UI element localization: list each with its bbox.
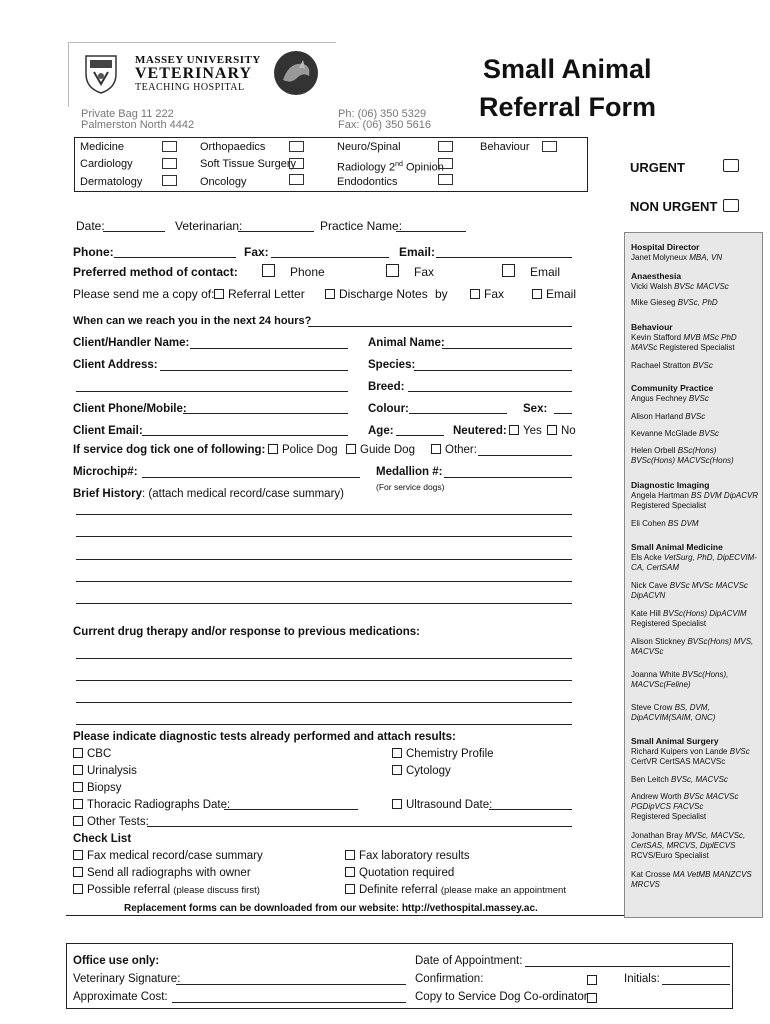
- orthopaedics-checkbox[interactable]: [289, 141, 304, 152]
- chemistry-checkbox[interactable]: [392, 748, 402, 758]
- client-address-field[interactable]: [160, 370, 348, 371]
- other-tests-option[interactable]: Other Tests:: [73, 816, 149, 829]
- breed-field[interactable]: [408, 391, 572, 392]
- medallion-field[interactable]: [444, 477, 572, 478]
- quotation-checkbox[interactable]: [345, 867, 355, 877]
- client-phone-field[interactable]: [183, 413, 348, 414]
- colour-field[interactable]: [409, 413, 507, 414]
- for-service-note: (For service dogs): [376, 482, 445, 492]
- non-urgent-label: NON URGENT: [630, 199, 718, 214]
- ultrasound-date-field[interactable]: [489, 809, 572, 810]
- history-line-5[interactable]: [76, 603, 572, 604]
- staff-entry: Mike Gieseg BVSc, PhD: [631, 298, 718, 307]
- practice-field[interactable]: [396, 231, 466, 232]
- behaviour-checkbox[interactable]: [542, 141, 557, 152]
- police-dog-option[interactable]: Police Dog: [268, 444, 338, 457]
- staff-entry: Richard Kuipers von Lande BVSc CertVR CertSAS MACVSc: [631, 747, 750, 766]
- cbc-option[interactable]: CBC: [73, 748, 111, 761]
- discharge-notes-option[interactable]: Discharge Notes: [325, 288, 428, 301]
- pref-email-checkbox[interactable]: [502, 264, 515, 277]
- send-radiographs-option[interactable]: Send all radiographs with owner: [73, 867, 251, 880]
- sex-field[interactable]: [554, 413, 572, 414]
- ultrasound-checkbox[interactable]: [392, 799, 402, 809]
- possible-referral-checkbox[interactable]: [73, 884, 83, 894]
- reach-label: When can we reach you in the next 24 hours?: [73, 315, 312, 327]
- header-fax: Fax: (06) 350 5616: [338, 119, 431, 131]
- other-tests-checkbox[interactable]: [73, 816, 83, 826]
- dermatology-checkbox[interactable]: [162, 175, 177, 186]
- staff-sidebar: [624, 232, 763, 918]
- guide-dog-checkbox[interactable]: [346, 444, 356, 454]
- chemistry-option[interactable]: Chemistry Profile: [392, 748, 494, 761]
- animal-name-field[interactable]: [442, 348, 572, 349]
- approx-cost-label: Approximate Cost:: [73, 991, 168, 1003]
- staff-entry: Alison Harland BVSc: [631, 412, 706, 421]
- header-border-top: [68, 42, 336, 43]
- fax-field[interactable]: [271, 257, 389, 258]
- quotation-option[interactable]: Quotation required: [345, 867, 454, 880]
- address-line1: Private Bag 11 222: [81, 108, 174, 120]
- org-line2: VETERINARY: [135, 65, 253, 82]
- vet-signature-field[interactable]: [176, 984, 406, 985]
- confirmation-label: Confirmation:: [415, 973, 484, 985]
- definite-referral-option[interactable]: Definite referral (please make an appointment: [345, 884, 566, 897]
- urgent-checkbox[interactable]: [723, 159, 739, 172]
- breed-label: Breed:: [368, 381, 405, 393]
- brief-history-label: Brief History: (attach medical record/case summary): [73, 488, 344, 500]
- referral-letter-option[interactable]: Referral Letter: [214, 288, 305, 301]
- staff-entry: Alison Stickney BVSc(Hons) MVS, MACVSc: [631, 637, 754, 656]
- copy-service-dog-checkbox[interactable]: [587, 993, 597, 1003]
- phone-field[interactable]: [114, 257, 236, 258]
- neutered-yes-option[interactable]: Yes: [509, 425, 542, 438]
- by-fax-option[interactable]: Fax: [470, 288, 504, 301]
- age-field[interactable]: [396, 435, 444, 436]
- pref-phone-checkbox[interactable]: [262, 264, 275, 277]
- fax-label: Fax:: [244, 245, 269, 259]
- ultrasound-option[interactable]: Ultrasound Date:: [392, 799, 492, 812]
- age-label: Age:: [368, 425, 394, 437]
- possible-referral-option[interactable]: Possible referral (please discuss first): [73, 884, 260, 897]
- diagnostics-label: Please indicate diagnostic tests already performed and attach results:: [73, 731, 456, 743]
- staff-entry: Nick Cave BVSc MVSc MACVSc DipACVN: [631, 581, 748, 600]
- neutered-label: Neutered:: [453, 425, 507, 437]
- by-fax-checkbox[interactable]: [470, 289, 480, 299]
- staff-heading-community: Community Practice: [631, 383, 714, 393]
- animal-logo: [273, 50, 319, 96]
- staff-entry: Ben Leitch BVSc, MACVSc: [631, 775, 728, 784]
- neutered-no-option[interactable]: No: [547, 425, 576, 438]
- staff-entry: Angus Fechney BVSc: [631, 394, 709, 403]
- service-dog-label: If service dog tick one of following:: [73, 444, 266, 456]
- discharge-notes-checkbox[interactable]: [325, 289, 335, 299]
- staff-entry: Helen Orbell BSc(Hons) BVSc(Hons) MACVSc(Hons): [631, 446, 734, 465]
- address-line2: Palmerston North 4442: [81, 119, 195, 131]
- service-endodontics: Endodontics: [337, 176, 398, 188]
- approx-cost-field[interactable]: [172, 1002, 406, 1003]
- client-address-label: Client Address:: [73, 359, 158, 371]
- cardiology-checkbox[interactable]: [162, 158, 177, 169]
- definite-referral-checkbox[interactable]: [345, 884, 355, 894]
- urgent-label: URGENT: [630, 160, 685, 175]
- medicine-checkbox[interactable]: [162, 141, 177, 152]
- service-neuro: Neuro/Spinal: [337, 141, 401, 153]
- urinalysis-checkbox[interactable]: [73, 765, 83, 775]
- other-dog-field[interactable]: [478, 455, 572, 456]
- staff-entry: Eli Cohen BS DVM: [631, 519, 699, 528]
- confirmation-checkbox[interactable]: [587, 975, 597, 985]
- pref-email-label: Email: [530, 265, 561, 279]
- replacement-note: Replacement forms can be downloaded from our website: http://vethospital.massey.ac.: [124, 903, 538, 914]
- drug-line-2[interactable]: [76, 680, 572, 681]
- initials-label: Initials:: [624, 973, 660, 985]
- soft-tissue-checkbox[interactable]: [289, 158, 304, 169]
- thoracic-option[interactable]: Thoracic Radiographs Date:: [73, 799, 230, 812]
- staff-entry: Rachael Stratton BVSc: [631, 361, 713, 370]
- by-label: by: [435, 287, 448, 301]
- cytology-checkbox[interactable]: [392, 765, 402, 775]
- service-soft-tissue: Soft Tissue Surgery: [200, 158, 296, 170]
- staff-entry: Vicki Walsh BVSc MACVSc: [631, 282, 729, 291]
- staff-heading-imaging: Diagnostic Imaging: [631, 480, 710, 490]
- veterinarian-field[interactable]: [238, 231, 314, 232]
- microchip-field[interactable]: [142, 477, 360, 478]
- form-title-line1: Small Animal: [483, 54, 652, 84]
- by-email-checkbox[interactable]: [532, 289, 542, 299]
- client-address-field-2[interactable]: [76, 391, 348, 392]
- staff-entry: Kat Crosse MA VetMB MANZCVS MRCVS: [631, 870, 752, 889]
- fax-lab-checkbox[interactable]: [345, 850, 355, 860]
- history-line-4[interactable]: [76, 581, 572, 582]
- police-dog-checkbox[interactable]: [268, 444, 278, 454]
- preferred-label: Preferred method of contact:: [73, 265, 238, 279]
- pref-fax-checkbox[interactable]: [386, 264, 399, 277]
- cytology-option[interactable]: Cytology: [392, 765, 451, 778]
- footer-rule: [66, 915, 624, 916]
- neuro-checkbox[interactable]: [438, 141, 453, 152]
- initials-field[interactable]: [662, 984, 730, 985]
- service-medicine: Medicine: [80, 141, 125, 153]
- veterinarian-label: Veterinarian:: [175, 219, 243, 233]
- fax-record-checkbox[interactable]: [73, 850, 83, 860]
- reach-field[interactable]: [308, 326, 572, 327]
- staff-entry: Kevanne McGlade BVSc: [631, 429, 720, 438]
- header-phone: Ph: (06) 350 5329: [338, 108, 427, 120]
- other-tests-field[interactable]: [147, 826, 572, 827]
- staff-entry: Joanna White BVSc(Hons), MACVSc(Feline): [631, 670, 729, 689]
- email-label: Email:: [399, 245, 436, 259]
- client-phone-label: Client Phone/Mobile:: [73, 403, 187, 415]
- drug-therapy-label: Current drug therapy and/or response to previous medications:: [73, 626, 420, 638]
- drug-line-4[interactable]: [76, 724, 572, 725]
- staff-heading-sam: Small Animal Medicine: [631, 542, 723, 552]
- biopsy-option[interactable]: Biopsy: [73, 782, 122, 795]
- history-line-3[interactable]: [76, 559, 572, 560]
- staff-heading-behaviour: Behaviour: [631, 322, 673, 332]
- form-title-line2: Referral Form: [479, 92, 657, 122]
- endodontics-checkbox[interactable]: [438, 174, 453, 185]
- service-orthopaedics: Orthopaedics: [200, 141, 266, 153]
- drug-line-1[interactable]: [76, 658, 572, 659]
- staff-entry: Steve Crow BS, DVM, DipACVIM(SAIM, ONC): [631, 703, 716, 722]
- date-label: Date:: [76, 219, 105, 233]
- sex-label: Sex:: [523, 403, 548, 415]
- guide-dog-option[interactable]: Guide Dog: [346, 444, 415, 457]
- history-line-1[interactable]: [76, 514, 572, 515]
- radiology-checkbox[interactable]: [438, 158, 453, 169]
- office-use-title: Office use only:: [73, 955, 160, 967]
- org-line1: MASSEY UNIVERSITY: [135, 54, 261, 66]
- species-field[interactable]: [414, 370, 572, 371]
- other-dog-checkbox[interactable]: [431, 444, 441, 454]
- send-radiographs-checkbox[interactable]: [73, 867, 83, 877]
- service-behaviour: Behaviour: [480, 141, 530, 153]
- send-copy-label: Please send me a copy of:: [73, 287, 215, 301]
- university-crest: [82, 50, 120, 94]
- cbc-checkbox[interactable]: [73, 748, 83, 758]
- staff-entry: Andrew Worth BVSc MACVSc PGDipVCS FACVSc Registered Specialist: [631, 792, 739, 821]
- thoracic-date-field[interactable]: [224, 809, 358, 810]
- by-email-option[interactable]: Email: [532, 288, 576, 301]
- date-field[interactable]: [103, 231, 165, 232]
- staff-entry: Kevin Stafford MVB MSc PhD MAVSc Registered Specialist: [631, 333, 737, 352]
- service-dermatology: Dermatology: [80, 176, 143, 188]
- neutered-yes-checkbox[interactable]: [509, 425, 519, 435]
- practice-label: Practice Name:: [320, 219, 403, 233]
- appointment-field[interactable]: [525, 966, 730, 967]
- copy-service-dog-label: Copy to Service Dog Co-ordinator: [415, 991, 588, 1003]
- staff-entry: Els Acke VetSurg, PhD, DipECVIM-CA, CertSAM: [631, 553, 757, 572]
- staff-entry: Janet Molyneux MBA, VN: [631, 253, 723, 262]
- drug-line-3[interactable]: [76, 702, 572, 703]
- thoracic-checkbox[interactable]: [73, 799, 83, 809]
- staff-heading-anaesthesia: Anaesthesia: [631, 271, 682, 281]
- service-cardiology: Cardiology: [80, 158, 133, 170]
- staff-heading-director: Hospital Director: [631, 242, 700, 252]
- fax-record-option[interactable]: Fax medical record/case summary: [73, 850, 263, 863]
- microchip-label: Microchip#:: [73, 466, 138, 478]
- appointment-label: Date of Appointment:: [415, 955, 523, 967]
- oncology-checkbox[interactable]: [289, 174, 304, 185]
- service-radiology: Radiology 2nd Opinion: [337, 161, 444, 174]
- pref-phone-label: Phone: [290, 265, 325, 279]
- staff-entry: Jonathan Bray MVSc, MACVSc, CertSAS, MRCVS, DiplECVS RCVS/Euro Specialist: [631, 831, 746, 860]
- email-field[interactable]: [436, 257, 572, 258]
- client-email-label: Client Email:: [73, 425, 143, 437]
- animal-name-label: Animal Name:: [368, 337, 445, 349]
- checklist-heading: Check List: [73, 833, 132, 845]
- species-label: Species:: [368, 359, 416, 371]
- colour-label: Colour:: [368, 403, 409, 415]
- staff-entry: Angela Hartman BS DVM DipACVR Registered Specialist: [631, 491, 759, 510]
- staff-heading-sas: Small Animal Surgery: [631, 736, 719, 746]
- other-dog-option[interactable]: Other:: [431, 444, 477, 457]
- header-border-left: [68, 42, 69, 107]
- biopsy-checkbox[interactable]: [73, 782, 83, 792]
- client-name-label: Client/Handler Name:: [73, 337, 190, 349]
- neutered-no-checkbox[interactable]: [547, 425, 557, 435]
- vet-signature-label: Veterinary Signature:: [73, 973, 181, 985]
- service-oncology: Oncology: [200, 176, 247, 188]
- fax-lab-option[interactable]: Fax laboratory results: [345, 850, 470, 863]
- pref-fax-label: Fax: [414, 265, 435, 279]
- client-email-field[interactable]: [142, 435, 348, 436]
- medallion-label: Medallion #:: [376, 466, 443, 478]
- staff-entry: Kate Hill BVSc(Hons) DipACVIM Registered Specialist: [631, 609, 747, 628]
- org-line3: TEACHING HOSPITAL: [135, 82, 245, 93]
- history-line-2[interactable]: [76, 536, 572, 537]
- non-urgent-checkbox[interactable]: [723, 199, 739, 212]
- referral-letter-checkbox[interactable]: [214, 289, 224, 299]
- phone-label: Phone:: [73, 245, 114, 259]
- client-name-field[interactable]: [190, 348, 348, 349]
- urinalysis-option[interactable]: Urinalysis: [73, 765, 137, 778]
